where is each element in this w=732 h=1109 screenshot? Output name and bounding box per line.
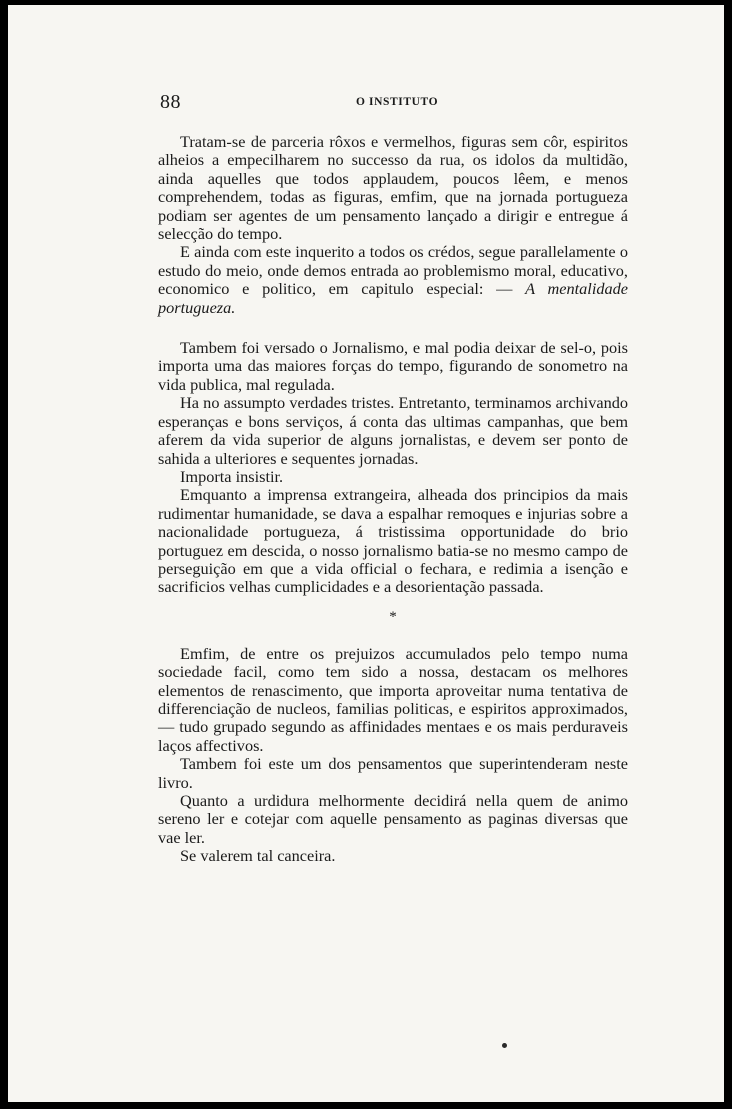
body-text <box>158 133 628 866</box>
section-separator: * <box>389 608 397 625</box>
paragraph-4: Ha no assumpto verdades tristes. Entretanto, terminamos archivando esperanças e bons serviços, á conta das ultimas campanhas, que bem aferem da vida superior de alguns jornalistas, e devem ser ponto de sahida a ulteriores e sequentes jornadas. <box>158 393 628 468</box>
paragraph-6: Emquanto a imprensa extrangeira, alheada dos principios da mais rudimentar humanidade, se dava a espalhar remoques e injurias sobre a nacionalidade portugueza, á tristissima opportunidade do brio portuguez em descida, o nosso jornalismo batia-se no mesmo campo de perseguição em que a vida official o fechara, e redimia a isenção e sacrificios velhas cumplicidades e a desorientação passada. <box>158 485 628 597</box>
paragraph-3: Tambem foi versado o Jornalismo, e mal podia deixar de sel-o, pois importa uma das maiores forças do tempo, figurando de sonometro na vida publica, mal regulada. <box>158 338 628 394</box>
book-page <box>8 5 724 1102</box>
paragraph-10: Se valerem tal canceira. <box>180 846 336 866</box>
paragraph-2-italic-title: A mentalidade portugueza. <box>158 279 628 317</box>
running-title: O INSTITUTO <box>356 96 439 108</box>
page-header <box>8 91 724 115</box>
paragraph-8: Tambem foi este um dos pensamentos que superintenderam neste livro. <box>158 754 628 792</box>
paragraph-2-text: E ainda com este inquerito a todos os crédos, segue parallelamente o estudo do meio, onde demos entrada ao problemismo moral, educativo, economico e politico, em capitulo especial: — <box>158 242 628 299</box>
paragraph-7: Emfim, de entre os prejuizos accumulados pelo tempo numa sociedade facil, como tem sido a nossa, destacam os melhores elementos de renascimento, que importa aproveitar numa tentativa de differenciação de nucleos, familias politicas, e espiritos approximados, — tudo grupado segundo as affinidades mentaes e os mais perduraveis laços affectivos. <box>158 643 628 755</box>
paragraph-gap <box>158 317 628 339</box>
ink-dot <box>502 1043 507 1048</box>
paragraph-9: Quanto a urdidura melhormente decidirá nella quem de animo sereno ler e cotejar com aquelle pensamento as paginas diversas que vae ler. <box>158 791 628 847</box>
page-number: 88 <box>160 91 181 113</box>
paragraph-5: Importa insistir. <box>180 466 284 486</box>
paragraph-2 <box>158 243 628 317</box>
paragraph-1: Tratam-se de parceria rôxos e vermelhos, figuras sem côr, espiritos alheios a empecilharem no successo da rua, os idolos da multidão, ainda aquelles que todos applaudem, poucos lêem, e menos comprehendem, todas as figuras, emfim, que na jornada portugueza podiam ser agentes de um pensamento lançado a dirigir e entregue á selecção do tempo. <box>158 132 628 244</box>
